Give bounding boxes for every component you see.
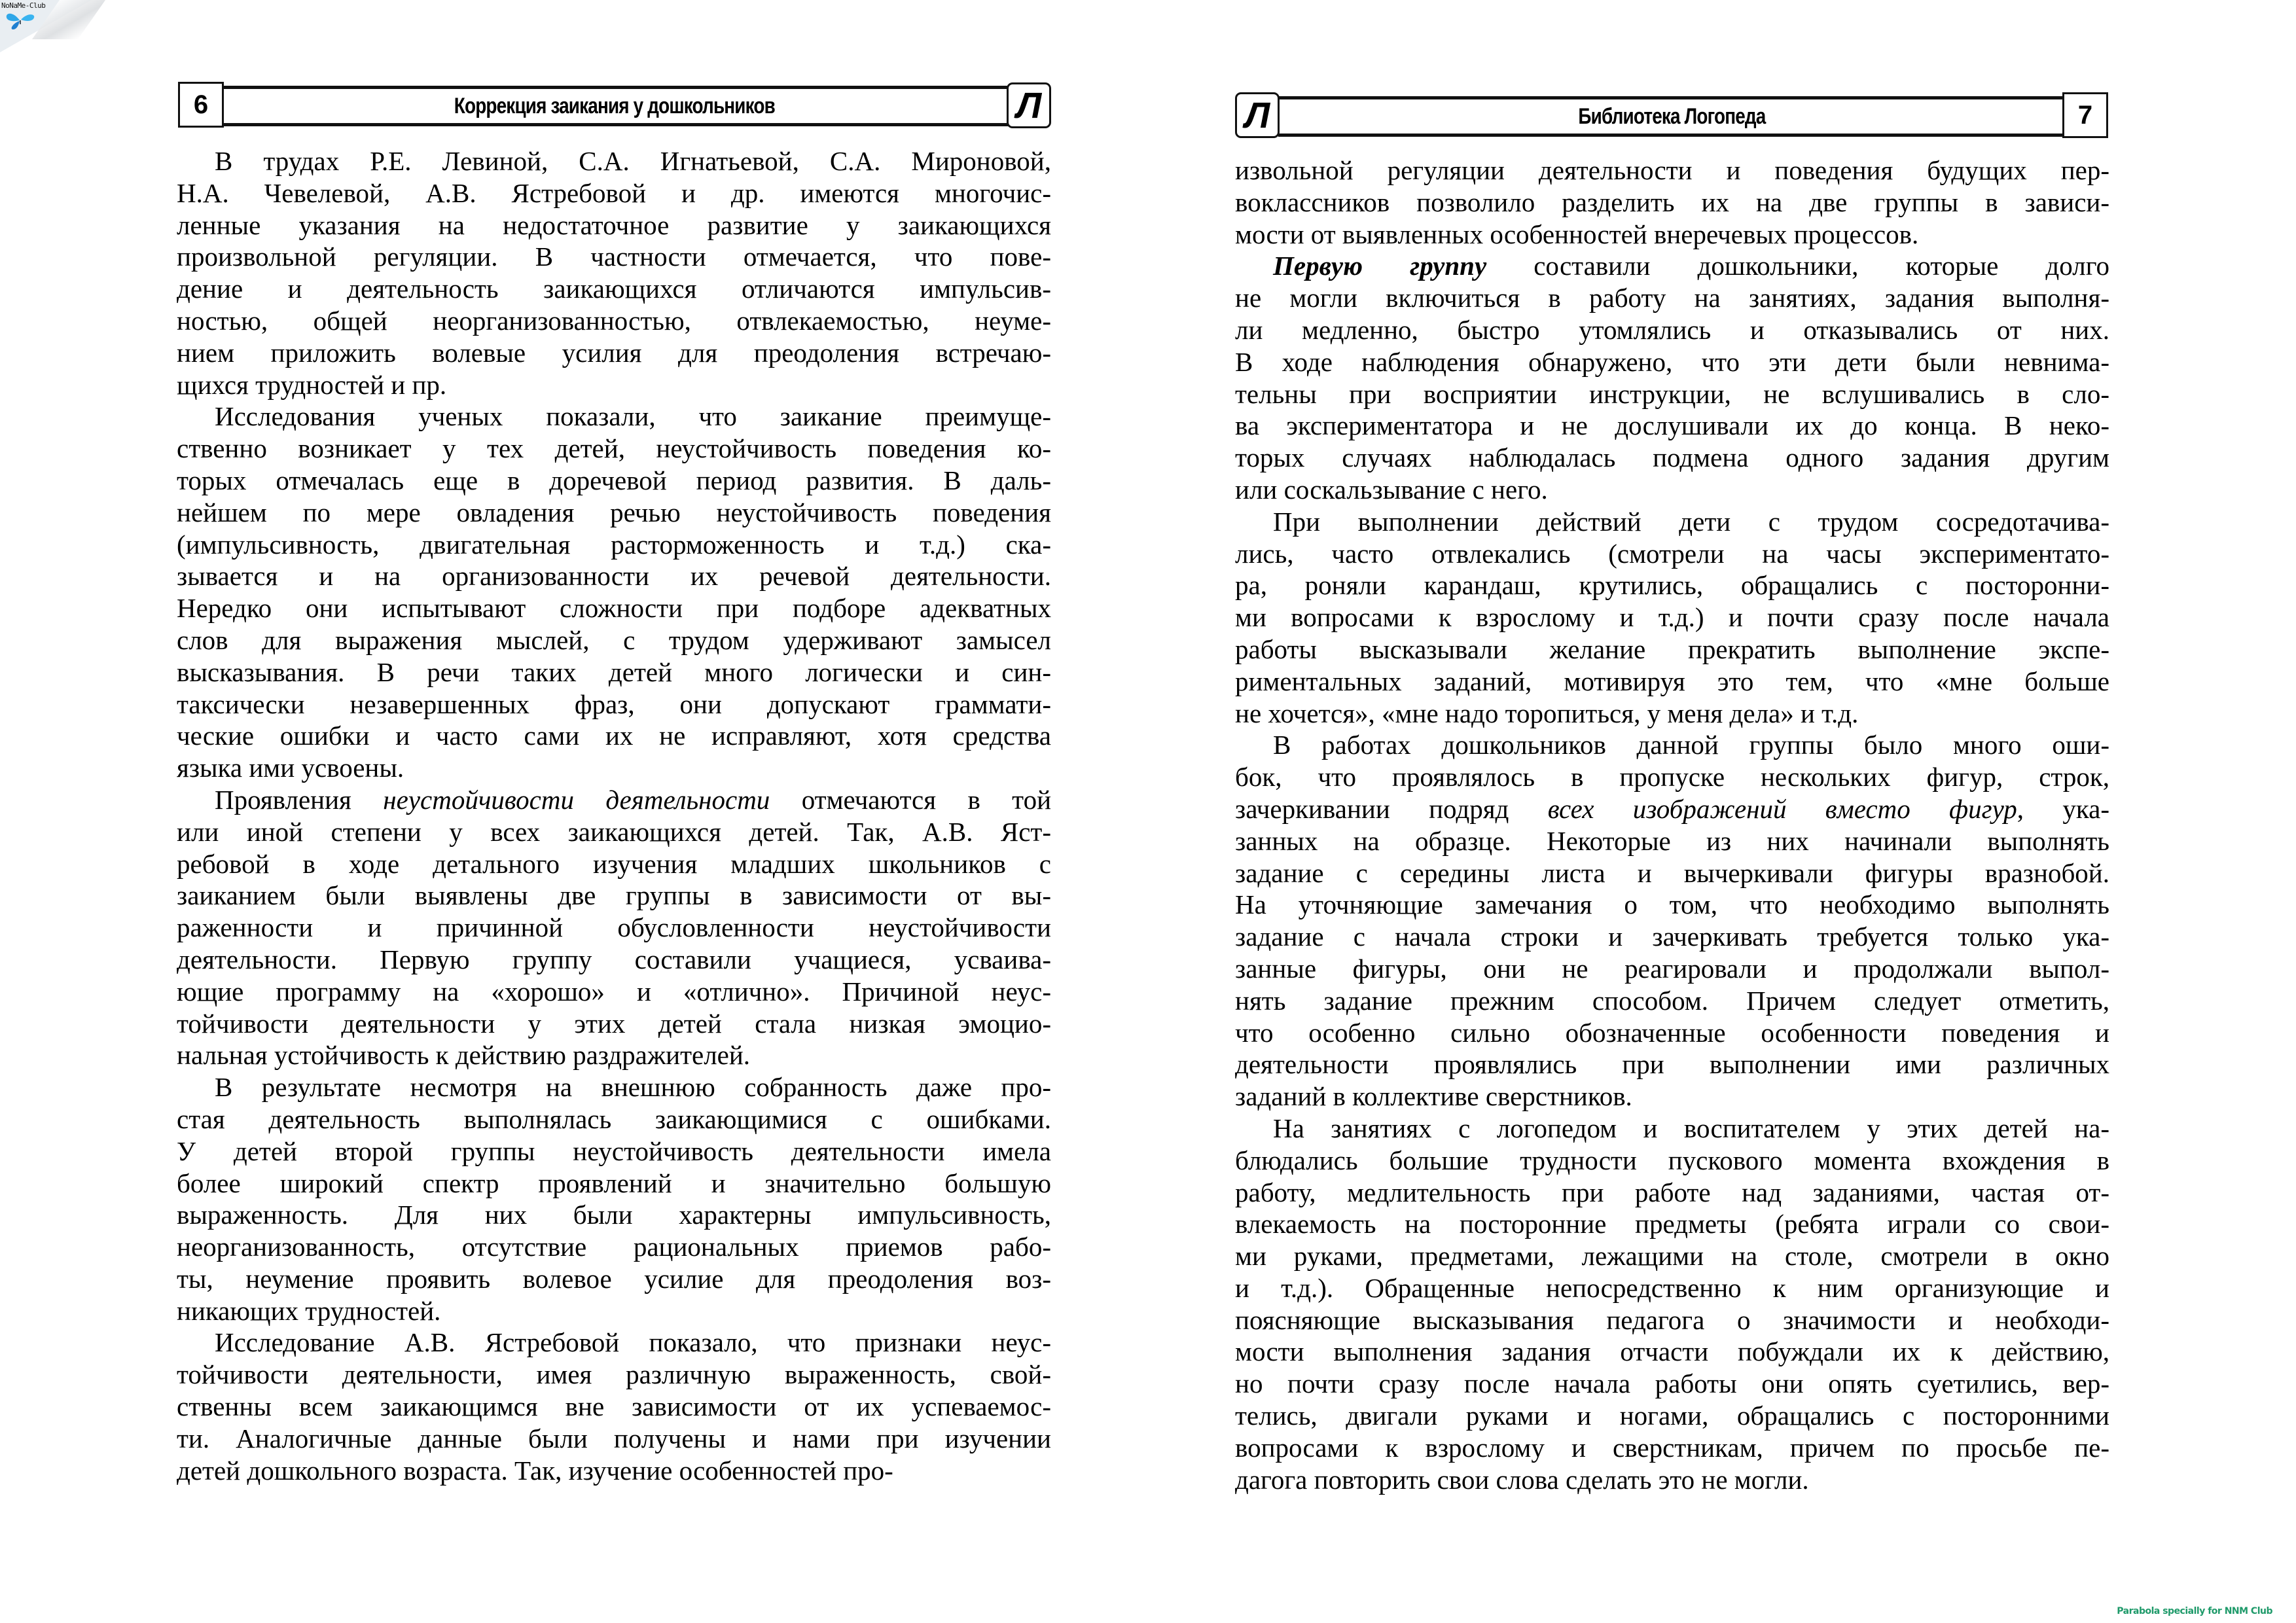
text-line: ра, роняли карандаш, крутились, обращались с посторонни- <box>1235 570 2109 601</box>
page-number-box <box>178 82 224 128</box>
text-line: ленные указания на недостаточное развитие у заикающихся <box>177 209 1051 240</box>
text-line: деятельности проявлялись при выполнении ими различных <box>1235 1049 2109 1080</box>
text-line: лись, часто отвлекались (смотрели на часы экспериментато- <box>1235 538 2109 569</box>
text-line: На уточняющие замечания о том, что необходимо выполнять <box>1235 889 2109 920</box>
right-running-header <box>1235 92 2108 138</box>
text-line: ти. Аналогичные данные были получены и нами при изучении <box>177 1423 1051 1454</box>
text-line: высказывания. В речи таких детей много логически и син- <box>177 656 1051 687</box>
series-mark: Л <box>1244 94 1270 135</box>
series-logo-icon <box>1007 82 1051 128</box>
text-line: блюдались большие трудности пускового момента вхождения в <box>1235 1145 2109 1175</box>
text-line: тойчивости деятельности у этих детей стала низкая эмоцио- <box>177 1008 1051 1039</box>
text-line: ми руками, предметами, лежащими на столе, смотрели в окно <box>1235 1241 2109 1272</box>
text-line: стая деятельность выполнялась заикающимися с ошибками. <box>177 1103 1051 1134</box>
text-line: воклассников позволило разделить их на две группы в зависи- <box>1235 187 2109 217</box>
text-line: щихся трудностей и пр. <box>177 369 447 400</box>
text-line: Исследование А.В. Ястребовой показало, что признаки неус- <box>215 1327 1051 1358</box>
running-title: Коррекция заикания у дошкольников <box>454 93 776 118</box>
text-line: и т.д.). Обращенные непосредственно к ним организующие и <box>1235 1272 2109 1303</box>
text-line: задание с середины листа и вычеркивали фигуры вразнобой. <box>1235 857 2109 888</box>
text-line: задание с начала строки и зачеркивать требуется только ука- <box>1235 921 2109 952</box>
text-line: торых случаях наблюдалась подмена одного задания другим <box>1235 442 2109 473</box>
running-title: Библиотека Логопеда <box>1577 103 1766 129</box>
left-running-header <box>178 82 1051 128</box>
text-line: более широкий спектр проявлений и значительно большую <box>177 1168 1051 1198</box>
text-line: Нередко они испытывают сложности при подборе адекватных <box>177 593 1051 624</box>
text-line: ва экспериментатора и не дослушивали их до конца. В неко- <box>1235 410 2109 441</box>
text-line: или соскальзывание с него. <box>1235 474 1548 505</box>
text-line: заданий в коллективе сверстников. <box>1235 1081 1632 1112</box>
text-line: слов для выражения мыслей, с трудом удерживают замысел <box>177 624 1051 655</box>
text-line: дагога повторить свои слова сделать это не могли. <box>1235 1464 1809 1495</box>
text-line: Н.А. Чевелевой, А.В. Ястребовой и др. имеются многочис- <box>177 177 1051 208</box>
text-line: нейшем по мере овладения речью неустойчивость поведения <box>177 497 1051 527</box>
text-line: ребовой в ходе детального изучения младших школьников с <box>177 848 1051 879</box>
text-line: ческие ошибки и часто сами их не исправляют, хотя средства <box>177 721 1051 751</box>
text-line: В трудах Р.Е. Левиной, С.А. Игнатьевой, С.А. Мироновой, <box>215 146 1051 176</box>
text-line: нием приложить волевые усилия для преодоления встречаю- <box>177 337 1051 368</box>
text-line: тойчивости деятельности, имея различную выраженность, свой- <box>177 1359 1051 1390</box>
bold-italic-lead: Первую группу <box>1273 251 1487 281</box>
text-line: языка ими усвоены. <box>177 753 404 783</box>
text-line: или иной степени у всех заикающихся детей. Так, А.В. Яст- <box>177 816 1051 847</box>
text-line: деятельности. Первую группу составили учащиеся, усваива- <box>177 944 1051 974</box>
text-line: работу, медлительность при работе над заданиями, частая от- <box>1235 1177 2109 1207</box>
footer-credit-watermark: Parabola specially for NNM Club <box>2117 1606 2272 1616</box>
text-line: нять задание прежним способом. Причем следует отметить, <box>1235 985 2109 1016</box>
page-number: 7 <box>2077 100 2093 130</box>
text-line: ми вопросами к взрослому и т.д.) и почти сразу после начала <box>1235 602 2109 633</box>
page-number-box <box>2062 92 2108 138</box>
text-line: У детей второй группы неустойчивость деятельности имела <box>177 1135 1051 1166</box>
text-line: что особенно сильно обозначенные особенности поведения и <box>1235 1017 2109 1048</box>
text-line: телись, двигали руками и ногами, обращались с посторонними <box>1235 1400 2109 1431</box>
text-line: раженности и причинной обусловленности неустойчивости <box>177 912 1051 943</box>
italic-emphasis: всех изображений вместо фигур <box>1547 793 2017 824</box>
text-line: ностью, общей неорганизованностью, отвлекаемостью, неуме- <box>177 305 1051 336</box>
left-body-text <box>177 145 1051 1486</box>
text-line: В работах дошкольников данной группы было много оши- <box>1273 730 2109 760</box>
text-line: не могли включиться в работу на занятиях, задания выполня- <box>1235 283 2109 313</box>
text-line: На занятиях с логопедом и воспитателем у этих детей на- <box>1273 1113 2109 1143</box>
series-mark: Л <box>1016 84 1042 126</box>
text-line: работы высказывали желание прекратить выполнение экспе- <box>1235 633 2109 664</box>
text-line: бок, что проявлялось в пропуске нескольких фигур, строк, <box>1235 762 2109 793</box>
text-line: мости выполнения задания отчасти побуждали их к действию, <box>1235 1336 2109 1367</box>
text-line: но почти сразу после начала работы они опять суетились, вер- <box>1235 1368 2109 1399</box>
header-band <box>1278 96 2065 137</box>
text-line: тельны при восприятии инструкции, не вслушивались в сло- <box>1235 378 2109 409</box>
text-line: вопросами к взрослому и сверстникам, причем по просьбе пе- <box>1235 1432 2109 1463</box>
text-line: нальная устойчивость к действию раздражителей. <box>177 1040 751 1071</box>
text-line: ственны всем заикающимся вне зависимости от их успеваемос- <box>177 1391 1051 1422</box>
text-line: Проявления неустойчивости деятельности отмечаются в той <box>215 784 1051 815</box>
text-line: торых отмечалась еще в доречевой период развития. В даль- <box>177 465 1051 495</box>
text-line: При выполнении действий дети с трудом сосредотачива- <box>1273 506 2109 537</box>
text-line: заиканием были выявлены две группы в зависимости от вы- <box>177 880 1051 911</box>
text-line: таксически незавершенных фраз, они допускают граммати- <box>177 688 1051 719</box>
text-line: выраженность. Для них были характерны импульсивность, <box>177 1200 1051 1230</box>
text-line: зачеркивании подряд всех изображений вместо фигур, ука- <box>1235 793 2109 824</box>
text-line: ющие программу на «хорошо» и «отлично». Причиной неус- <box>177 976 1051 1007</box>
text-line: мости от выявленных особенностей внеречевых процессов. <box>1235 219 1919 249</box>
text-line: риментальных заданий, мотивируя это тем, что «мне больше <box>1235 666 2109 696</box>
text-line: Первую группу составили дошкольники, которые долго <box>1273 251 2109 281</box>
text-line: произвольной регуляции. В частности отмечается, что пове- <box>177 241 1051 272</box>
text-line: неорганизованность, отсутствие рациональных приемов рабо- <box>177 1232 1051 1262</box>
text-line: ственно возникает у тех детей, неустойчивость поведения ко- <box>177 433 1051 464</box>
text-line: извольной регуляции деятельности и поведения будущих пер- <box>1235 155 2109 185</box>
right-body-text <box>1235 154 2109 1495</box>
header-band <box>221 86 1008 126</box>
page-number: 6 <box>193 90 209 119</box>
text-line: В результате несмотря на внешнюю собранность даже про- <box>215 1072 1051 1103</box>
text-line: дение и деятельность заикающихся отличаются импульсив- <box>177 274 1051 304</box>
text-line: Исследования ученых показали, что заикание преимуще- <box>215 401 1051 432</box>
text-line: (импульсивность, двигательная расторможенность и т.д.) ска- <box>177 529 1051 560</box>
corner-logo-text: NoNaMe-Club <box>1 1 46 10</box>
text-line: ты, неумение проявить волевое усилие для преодоления воз- <box>177 1263 1051 1294</box>
text-line: влекаемость на посторонние предметы (ребята играли со свои- <box>1235 1209 2109 1240</box>
right-page <box>1148 0 2296 1623</box>
text-line: зывается и на организованности их речевой деятельности. <box>177 561 1051 592</box>
italic-emphasis: неустойчивости деятельности <box>383 784 770 815</box>
text-line: ли медленно, быстро утомлялись и отказывались от них. <box>1235 314 2109 345</box>
series-logo-icon <box>1235 92 1280 138</box>
text-line: никающих трудностей. <box>177 1295 441 1326</box>
text-line: детей дошкольного возраста. Так, изучение особенностей про- <box>177 1455 893 1486</box>
text-line: не хочется», «мне надо торопиться, у меня дела» и т.д. <box>1235 698 1859 728</box>
text-line: поясняющие высказывания педагога о значимости и необходи- <box>1235 1304 2109 1335</box>
text-line: занные фигуры, они не реагировали и продолжали выпол- <box>1235 953 2109 984</box>
text-line: занных на образце. Некоторые из них начинали выполнять <box>1235 825 2109 856</box>
text-line: В ходе наблюдения обнаружено, что эти дети были невнима- <box>1235 346 2109 377</box>
